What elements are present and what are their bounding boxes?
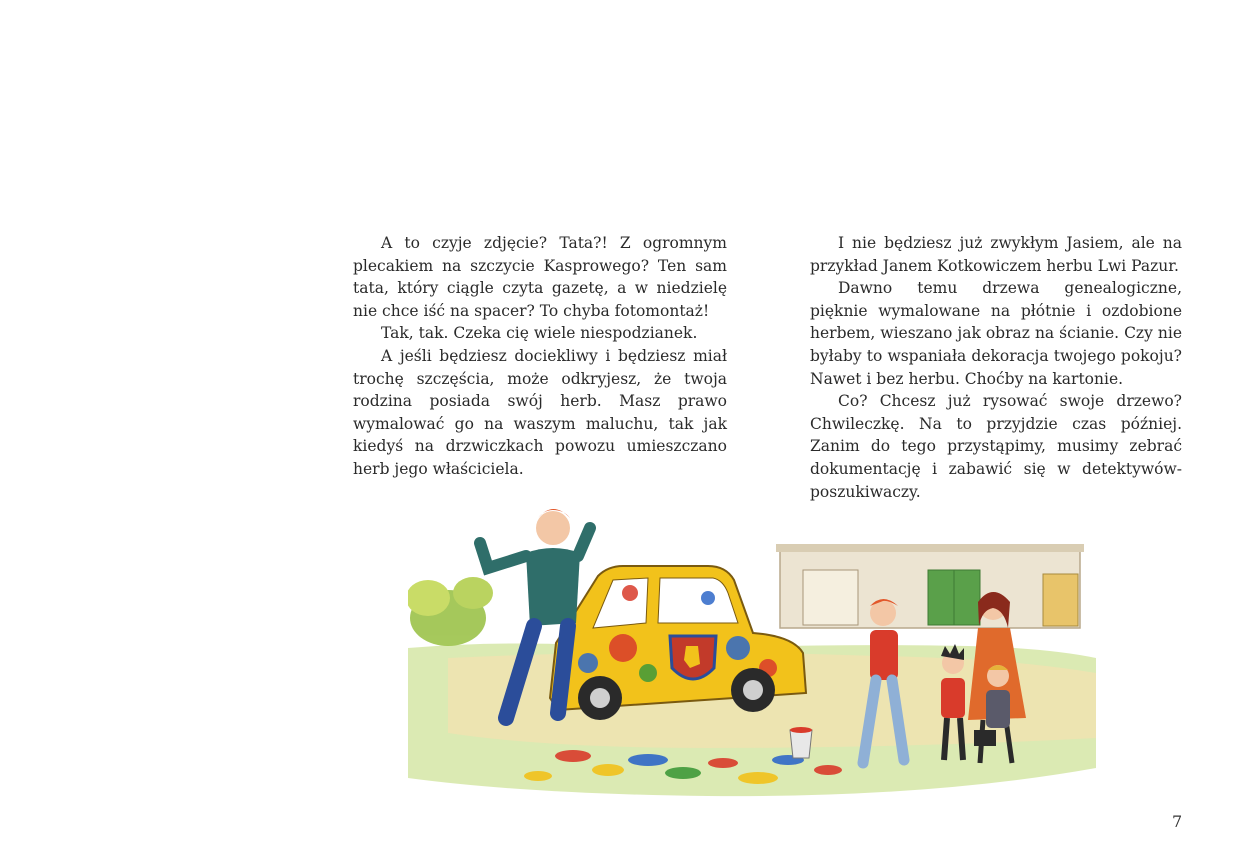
right-text-column <box>810 232 1182 503</box>
garage-building <box>776 544 1084 628</box>
paragraph: I nie będziesz już zwykłym Jasiem, ale na przykład Janem Kotkowiczem herbu Lwi Pazur. <box>810 234 1182 275</box>
paragraph: Tak, tak. Czeka cię wiele niespodzianek. <box>381 324 698 343</box>
painted-car <box>550 566 806 720</box>
paragraph: A jeśli będziesz dociekliwy i będziesz miał trochę szczęścia, może odkryjesz, że twoja rodzina posiada swój herb. Masz prawo wymalować go na waszym maluchu, tak jak kiedyś na drzwiczkach powozu umieszczano herb jego właściciela. <box>353 346 727 478</box>
briefcase <box>974 730 996 746</box>
garage-door <box>803 570 858 625</box>
page-number: 7 <box>1172 812 1183 831</box>
garage-door <box>1043 574 1078 626</box>
paragraph: Dawno temu drzewa genealogiczne, pięknie wymalowane na płótnie i ozdobione herbem, wieszano jak obraz na ścianie. Czy nie byłaby to wspaniała dekoracja twojego pokoju? Nawet i bez herbu. Choćby na kartonie. <box>810 279 1182 388</box>
paint-bucket <box>790 727 812 758</box>
paragraph: A to czyje zdjęcie? Tata?! Z ogromnym plecakiem na szczycie Kasprowego? Ten sam tata, który ciągle czyta gazetę, a w niedzielę nie chce iść na spacer? To chyba fotomontaż! <box>353 234 727 320</box>
paragraph: Co? Chcesz już rysować swoje drzewo? Chwileczkę. Na to przyjdzie czas później. Zanim do tego przystąpimy, musimy zebrać dokumentację i zabawić się w detektywów-poszukiwaczy. <box>810 392 1182 501</box>
family-painting-car-illustration <box>408 498 1096 800</box>
left-text-column <box>353 232 727 481</box>
bushes <box>408 577 493 646</box>
